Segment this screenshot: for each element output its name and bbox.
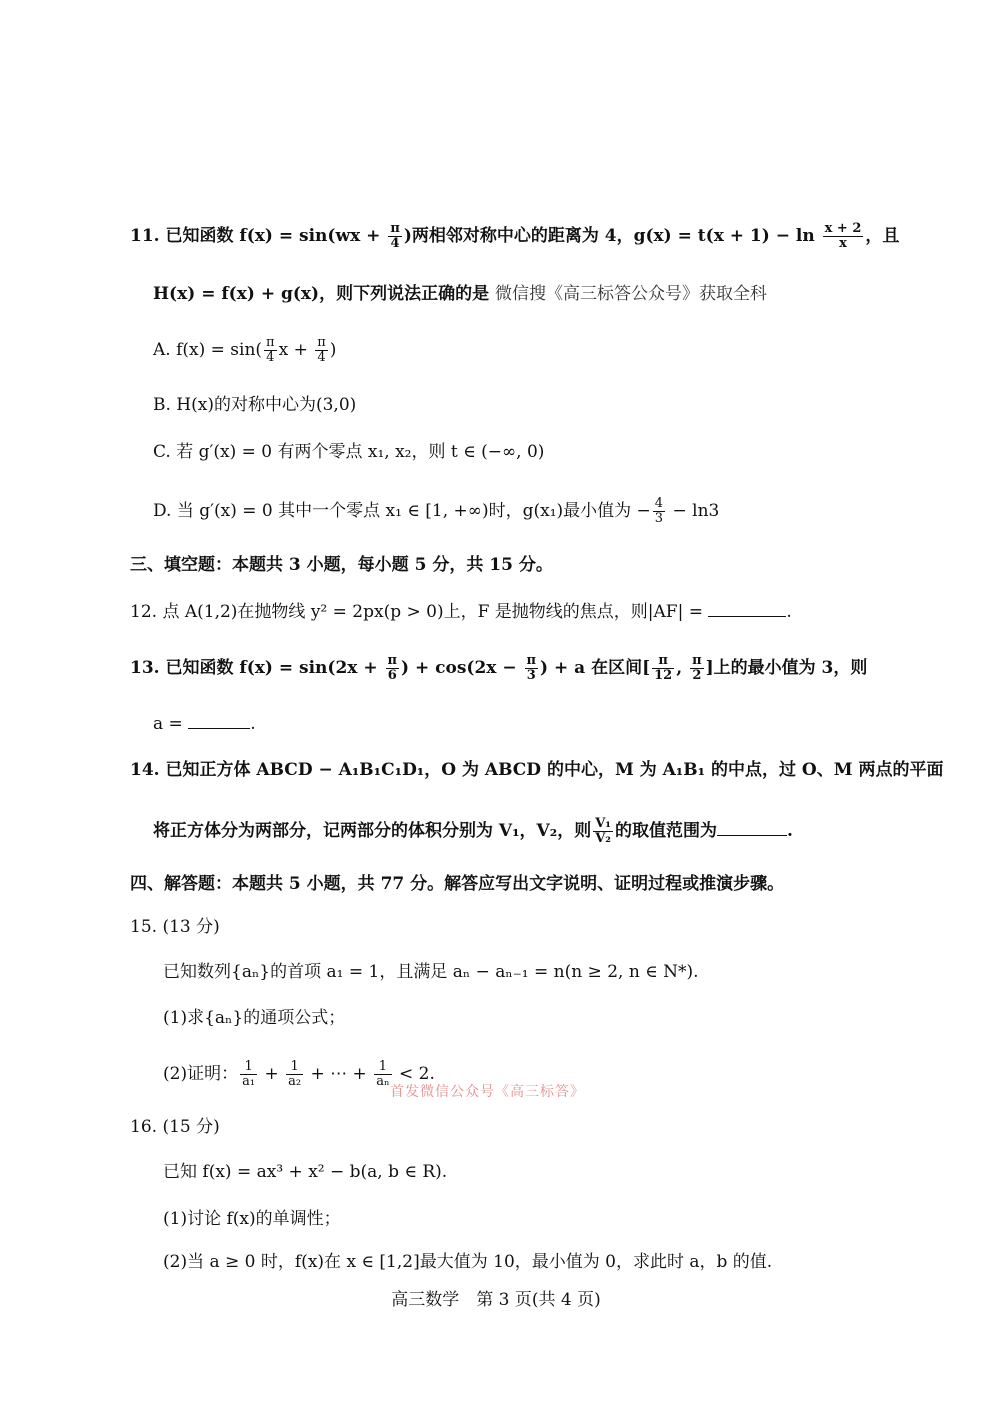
answer-blank-12 — [708, 600, 786, 617]
q16-part1: (1)讨论 f(x)的单调性； — [163, 1209, 341, 1229]
q13-line1: 13. 已知函数 f(x) = sin(2x + $\frac{\pi}{6}$ ) + cos(2x − $\frac{\pi}{3}$ ) + a 在区间[ $\frac{\pi}{12}$ , $\frac{\pi}{2}$ ]上的最小值为 3，则 — [130, 653, 868, 683]
section-3-heading: 三、填空题：本题共 3 小题，每小题 5 分，共 15 分。 — [130, 555, 553, 575]
fraction-1-over-an: $\frac{1}{\text{aₙ}}$ — [376, 1059, 390, 1089]
answer-blank-14 — [717, 819, 787, 836]
q15-part2: (2)证明： $\frac{1}{\text{a₁}}$ + $\frac{1}{\text{a₂}}$ + ⋯ + $\frac{1}{\text{aₙ}}$ < 2. — [163, 1059, 435, 1089]
ad-text: 微信搜《高三标答公众号》获取全科 — [495, 284, 768, 304]
q11-option-a: A. f(x) = sin( $\frac{\pi}{4}$ x + $\frac{\pi}{4}$ ) — [153, 335, 337, 365]
fraction-pi-over-6: $\frac{\pi}{6}$ — [387, 653, 398, 683]
q16-head: 16. (15 分) — [130, 1117, 220, 1137]
q13-line2: a = . — [153, 714, 256, 734]
fraction-pi-over-2: $\frac{\pi}{2}$ — [692, 653, 702, 683]
answer-blank-13 — [188, 712, 250, 729]
fraction-pi-over-3: $\frac{\pi}{3}$ — [526, 653, 537, 683]
fraction-pi-over-12: $\frac{\pi}{12}$ — [654, 653, 673, 683]
q16-stem: 已知 f(x) = ax³ + x² − b(a, b ∈ R). — [163, 1162, 448, 1182]
fraction-x-plus-2-over-x: $\frac{x + 2}{x}$ — [824, 221, 862, 251]
q11-option-d: D. 当 g′(x) = 0 其中一个零点 x₁ ∈ [1, +∞)时，g(x₁)最小值为 − $\frac{4}{3}$ − ln3 — [153, 496, 720, 526]
fraction-v1-over-v2: $\frac{\text{V₁}}{\text{V₂}}$ — [595, 816, 611, 846]
q11-option-b: B. H(x)的对称中心为(3,0) — [153, 395, 357, 415]
section-4-heading: 四、解答题：本题共 5 小题，共 77 分。解答应写出文字说明、证明过程或推演步骤。 — [130, 874, 785, 894]
q11-option-c: C. 若 g′(x) = 0 有两个零点 x₁, x₂，则 t ∈ (−∞, 0) — [153, 442, 545, 462]
q11-line2: H(x) = f(x) + g(x)，则下列说法正确的是 微信搜《高三标答公众号》获取全科 — [153, 284, 768, 304]
fraction-1-over-a1: $\frac{1}{\text{a₁}}$ — [242, 1059, 256, 1089]
fraction-4-over-3: $\frac{4}{3}$ — [654, 496, 664, 526]
q14-line1: 14. 已知正方体 ABCD − A₁B₁C₁D₁，O 为 ABCD 的中心，M 为 A₁B₁ 的中点，过 O、M 两点的平面 — [130, 760, 944, 780]
q15-stem: 已知数列{aₙ}的首项 a₁ = 1，且满足 aₙ − aₙ₋₁ = n(n ≥ 2, n ∈ N*). — [163, 962, 699, 982]
watermark: 首发微信公众号《高三标答》 — [390, 1084, 585, 1100]
q11-line1: 11. 已知函数 f(x) = sin(wx + $\frac{\pi}{4}$ )两相邻对称中心的距离为 4，g(x) = t(x + 1) − ln $\frac{x + 2}{x}$ ，且 — [130, 221, 900, 251]
q14-line2: 将正方体分为两部分，记两部分的体积分别为 V₁，V₂，则 $\frac{\text{V₁}}{\text{V₂}}$ 的取值范围为 . — [153, 816, 793, 846]
fraction-1-over-a2: $\frac{1}{\text{a₂}}$ — [288, 1059, 302, 1089]
q16-part2: (2)当 a ≥ 0 时，f(x)在 x ∈ [1,2]最大值为 10，最小值为 0，求此时 a，b 的值. — [163, 1252, 773, 1272]
q12: 12. 点 A(1,2)在抛物线 y² = 2px(p > 0)上，F 是抛物线的焦点，则|AF| = . — [130, 602, 792, 622]
fraction-pi-over-4-b: $\frac{\pi}{4}$ — [317, 335, 326, 365]
q15-head: 15. (13 分) — [130, 917, 220, 937]
page-footer: 高三数学 第 3 页(共 4 页) — [391, 1290, 601, 1310]
fraction-pi-over-4-a: $\frac{\pi}{4}$ — [266, 335, 275, 365]
q15-part1: (1)求{aₙ}的通项公式； — [163, 1008, 346, 1028]
fraction-pi-over-4: $\frac{\pi}{4}$ — [390, 221, 400, 251]
